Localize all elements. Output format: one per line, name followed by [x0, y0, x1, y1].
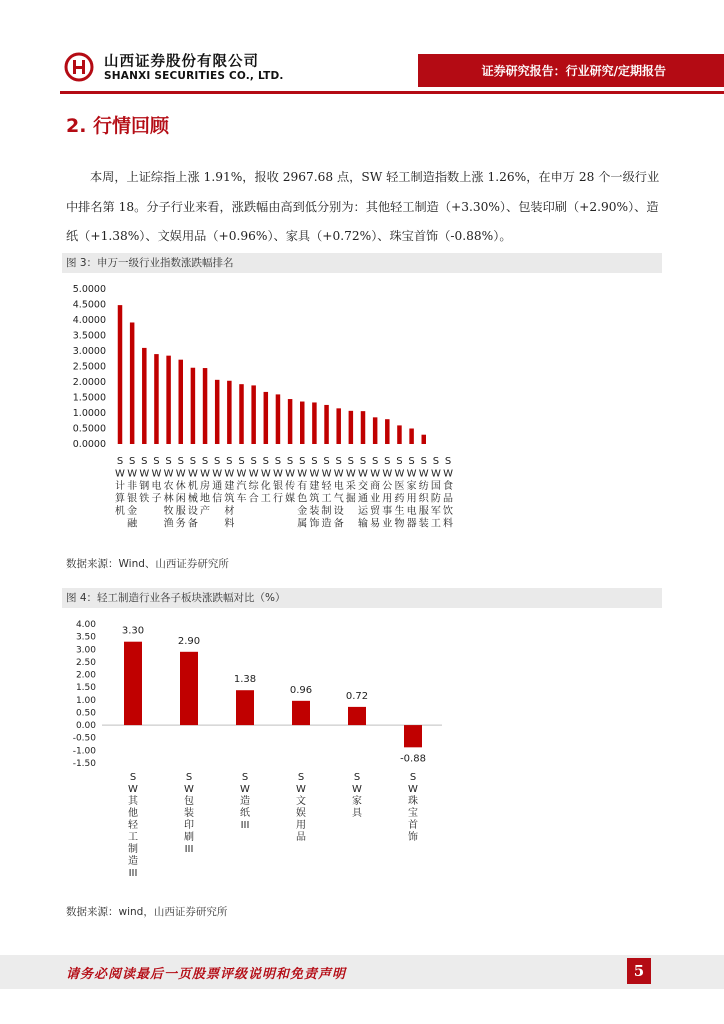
y-tick-label: 0.50: [75, 708, 96, 719]
y-tick-label: 2.0000: [72, 377, 106, 388]
bar: [300, 402, 305, 444]
x-tick-label: S W 房地产: [200, 456, 211, 517]
bar: [130, 322, 135, 444]
x-tick-label: S W 机械设备: [187, 456, 198, 530]
bar: [292, 701, 310, 725]
footer-disclaimer: 请务必阅读最后一页股票评级说明和免责声明: [66, 967, 347, 982]
y-tick-label: -0.50: [72, 733, 96, 744]
y-tick-label: 1.5000: [72, 392, 106, 404]
x-tick-label: S W 国防军工: [430, 456, 441, 530]
report-header: [0, 0, 724, 95]
x-tick-label: S W 家用电器: [406, 456, 417, 530]
x-tick-label: S W 公用事业: [382, 456, 393, 530]
x-tick-label: S W 农林牧渔: [163, 456, 174, 530]
figure3-caption: 图 3：申万一级行业指数涨跌幅排名: [62, 253, 662, 273]
x-tick-label: S W 珠宝首饰: [408, 772, 418, 843]
y-tick-label: 5.0000: [72, 284, 106, 295]
x-tick-label: S W 交通运输: [358, 456, 368, 530]
figure4-source: 数据来源：wind，山西证券研究所: [66, 906, 228, 918]
y-tick-label: 4.00: [75, 620, 96, 630]
y-tick-label: 1.00: [75, 695, 96, 706]
market-review-paragraph: 本周，上证综指上涨 1.91%，报收 2967.68 点，SW 轻工制造指数上涨 1.26%，在申万 28 个一级行业中排名第 18。分子行业来看，涨跌幅由高到低分别为：其他轻工制造（+3.30%）、包装印刷（+2.90%）、造纸（+1.38%）、文娱用品（+0.96%）、家具（+0.72%）、珠宝首饰（-0.88%）。: [66, 170, 660, 243]
x-tick-label: S W 建筑装饰: [309, 456, 320, 530]
x-tick-label: S W 轻工制造: [321, 456, 332, 530]
bar: [180, 652, 198, 725]
data-label: 0.72: [345, 690, 369, 702]
y-tick-label: 1.50: [75, 683, 96, 694]
x-tick-label: S W 休闲服务: [175, 456, 186, 530]
x-tick-label: S W 造纸 III: [240, 772, 250, 831]
y-tick-label: 4.0000: [72, 315, 106, 326]
bar: [236, 690, 254, 725]
x-tick-label: S W 银行: [272, 456, 283, 505]
y-tick-label: 2.5000: [72, 361, 106, 373]
y-tick-label: 0.00: [75, 721, 96, 732]
data-label: 0.96: [289, 684, 313, 696]
x-tick-label: S W 计算机: [115, 456, 125, 517]
x-tick-label: S W 通信: [212, 456, 223, 505]
y-tick-label: 3.5000: [72, 330, 106, 342]
data-label: 2.90: [177, 635, 201, 647]
bar: [191, 368, 196, 444]
bar: [251, 385, 256, 444]
company-name-en: SHANXI SECURITIES CO., LTD.: [104, 70, 284, 82]
x-tick-label: S W 医药生物: [394, 456, 405, 530]
data-label: -0.88: [400, 753, 426, 765]
sub-sector-chart: [62, 612, 662, 897]
page-number: 5: [627, 958, 651, 984]
x-tick-label: S W 纺织服装: [418, 456, 429, 530]
x-tick-label: S W 家具: [352, 772, 362, 819]
bar: [124, 642, 142, 725]
x-tick-label: S W 采掘: [345, 456, 356, 505]
x-tick-label: S W 有色金属: [297, 456, 308, 530]
bar: [276, 394, 281, 444]
x-tick-label: S W 电子: [151, 456, 162, 505]
bar: [373, 417, 378, 444]
bar: [404, 725, 422, 747]
x-tick-label: S W 商业贸易: [370, 456, 381, 530]
x-tick-label: S W 其他轻工制造 III: [128, 772, 138, 879]
bar: [288, 399, 293, 444]
bar: [349, 411, 354, 444]
bar: [118, 305, 123, 444]
bar: [142, 348, 147, 444]
x-tick-label: S W 电气设备: [333, 456, 344, 530]
bar: [324, 405, 329, 444]
x-tick-label: S W 包装印刷 III: [184, 772, 194, 855]
y-tick-label: -1.00: [72, 746, 96, 757]
header-divider: [60, 91, 724, 94]
figure3-source: 数据来源：Wind、山西证券研究所: [66, 558, 229, 570]
y-tick-label: 0.5000: [72, 423, 106, 435]
bar: [312, 402, 317, 444]
bar: [422, 435, 427, 444]
section-title: 2. 行情回顾: [66, 115, 170, 137]
bar: [166, 356, 171, 444]
y-tick-label: 3.00: [75, 645, 96, 656]
x-tick-label: S W 传媒: [285, 456, 296, 505]
bar: [385, 419, 390, 444]
y-tick-label: 4.5000: [72, 299, 106, 311]
y-tick-label: 3.50: [75, 632, 96, 643]
bar: [215, 380, 220, 444]
figure4-caption: 图 4：轻工制造行业各子板块涨跌幅对比（%）: [62, 588, 662, 608]
bar: [361, 411, 366, 444]
x-tick-label: S W 综合: [248, 456, 259, 505]
bar: [227, 381, 232, 444]
y-tick-label: 3.0000: [72, 346, 106, 357]
x-tick-label: S W 钢铁: [139, 456, 150, 505]
x-tick-label: S W 汽车: [236, 456, 247, 505]
bar: [264, 392, 269, 444]
y-tick-label: 2.50: [75, 657, 96, 668]
bar: [154, 354, 159, 444]
bar: [409, 429, 414, 445]
report-type-label: 证券研究报告：行业研究/定期报告: [481, 64, 666, 78]
bar: [397, 425, 402, 444]
bar: [348, 707, 366, 725]
x-tick-label: S W 文娱用品: [296, 772, 306, 843]
shanxi-securities-logo-icon: [64, 52, 94, 82]
x-tick-label: S W 非银金融: [127, 456, 138, 530]
bar: [179, 360, 184, 444]
bar: [239, 384, 244, 444]
data-label: 1.38: [233, 674, 257, 686]
y-tick-label: 0.0000: [72, 439, 106, 450]
company-name-cn: 山西证券股份有限公司: [104, 54, 259, 70]
bar: [336, 408, 341, 444]
industry-ranking-chart: [62, 276, 662, 546]
x-tick-label: S W 建筑材料: [224, 456, 235, 530]
x-tick-label: S W 化工: [260, 456, 271, 505]
x-tick-label: S W 食品饮料: [443, 456, 454, 530]
y-tick-label: 1.0000: [72, 408, 106, 419]
y-tick-label: 2.00: [75, 670, 96, 681]
data-label: 3.30: [121, 625, 145, 637]
bar: [203, 368, 208, 444]
y-tick-label: -1.50: [72, 759, 96, 769]
